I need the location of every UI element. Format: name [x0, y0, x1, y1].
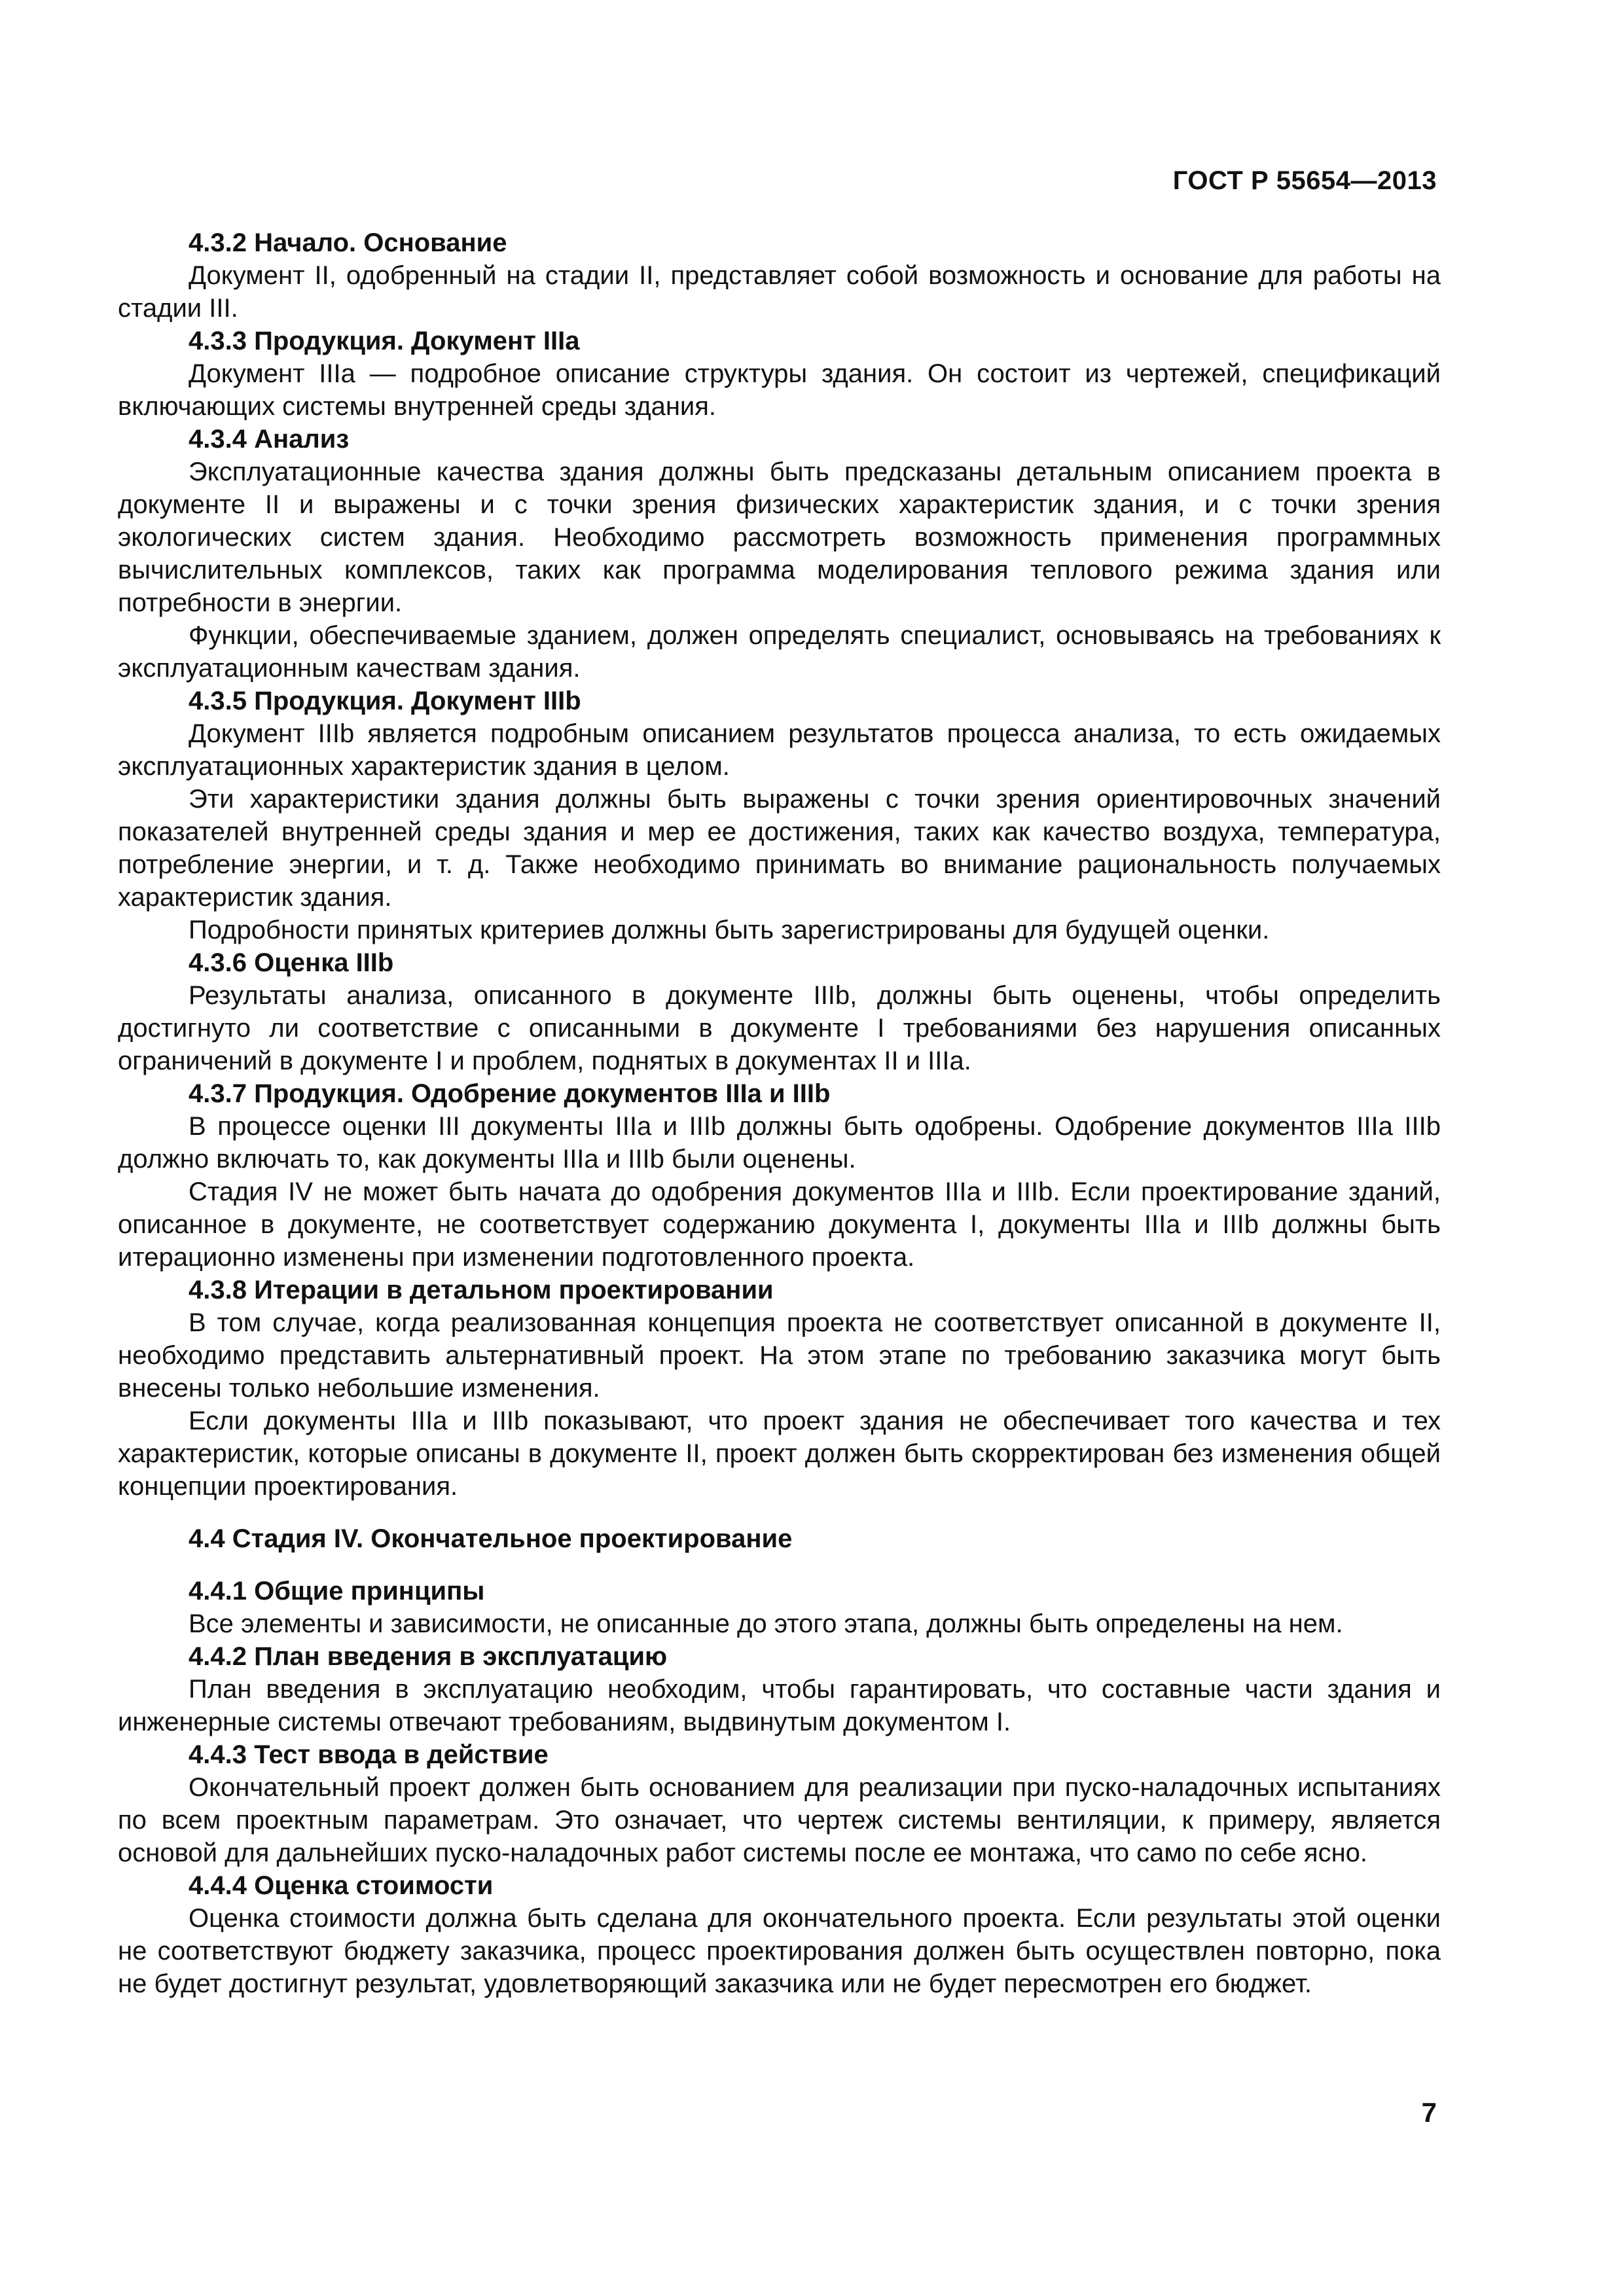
- section-paragraph: Документ II, одобренный на стадии II, представляет собой возможность и основание для работы на стадии III.: [118, 261, 1441, 323]
- section-paragraph: Эти характеристики здания должны быть выражены с точки зрения ориентировочных значений показателей внутренней среды здания и мер ее достижения, таких как качество воздуха, температура, потребление энергии, и т. д. Также необходимо принимать во внимание рациональность получаемых характеристик здания.: [118, 785, 1441, 912]
- section-paragraph: Оценка стоимости должна быть сделана для окончательного проекта. Если результаты этой оценки не соответствуют бюджету заказчика, процесс проектирования должен быть осуществлен повторно, пока не будет достигнут результат, удовлетворяющий заказчика или не будет пересмотрен его бюджет.: [118, 1904, 1441, 1998]
- section-heading-4-3-3: 4.3.3 Продукция. Документ IIIа: [189, 327, 580, 355]
- section-paragraph: Документ IIIb является подробным описанием результатов процесса анализа, то есть ожидаемых эксплуатационных характеристик здания в целом.: [118, 719, 1441, 781]
- section-heading-4-4-3: 4.4.3 Тест ввода в действие: [189, 1740, 549, 1769]
- section-heading-4-3-5: 4.3.5 Продукция. Документ IIIb: [189, 687, 581, 715]
- section-paragraph: План введения в эксплуатацию необходим, чтобы гарантировать, что составные части здания и инженерные системы отвечают требованиям, выдвинутым документом I.: [118, 1675, 1441, 1736]
- section-heading-4-3-2: 4.3.2 Начало. Основание: [189, 228, 507, 257]
- section-paragraph: Результаты анализа, описанного в документе IIIb, должны быть оценены, чтобы определить достигнуто ли соответствие с описанными в документе I требованиями без нарушения описанных ограничений в документе I и проблем, поднятых в документах II и IIIа.: [118, 981, 1441, 1075]
- section-paragraph: Если документы IIIа и IIIb показывают, что проект здания не обеспечивает того качества и тех характеристик, которые описаны в документе II, проект должен быть скорректирован без изменения общей концепции проектирования.: [118, 1407, 1441, 1501]
- section-heading-4-4: 4.4 Стадия IV. Окончательное проектирование: [189, 1524, 793, 1553]
- section-paragraph: Эксплуатационные качества здания должны быть предсказаны детальным описанием проекта в документе II и выражены и с точки зрения физических характеристик здания, и с точки зрения экологических систем здания. Необходимо рассмотреть возможность применения программных вычислительных комплексов, таких как программа моделирования теплового режима здания или потребности в энергии.: [118, 457, 1441, 617]
- section-paragraph: Функции, обеспечиваемые зданием, должен определять специалист, основываясь на требованиях к эксплуатационным качествам здания.: [118, 621, 1441, 683]
- section-paragraph: В процессе оценки III документы IIIа и IIIb должны быть одобрены. Одобрение документов IIIа IIIb должно включать то, как документы IIIа и IIIb были оценены.: [118, 1112, 1441, 1174]
- document-body: [118, 226, 1441, 2000]
- section-heading-4-4-2: 4.4.2 План введения в эксплуатацию: [189, 1642, 668, 1671]
- section-heading-4-3-7: 4.3.7 Продукция. Одобрение документов IIIа и IIIb: [189, 1079, 831, 1108]
- section-heading-4-4-4: 4.4.4 Оценка стоимости: [189, 1871, 494, 1900]
- section-heading-4-3-6: 4.3.6 Оценка IIIb: [189, 948, 394, 977]
- document-code-header: ГОСТ Р 55654—2013: [1172, 166, 1437, 195]
- page-number: 7: [1421, 2097, 1437, 2128]
- section-heading-4-3-8: 4.3.8 Итерации в детальном проектировании: [189, 1276, 774, 1304]
- section-paragraph: Документ IIIа — подробное описание структуры здания. Он состоит из чертежей, спецификаций включающих системы внутренней среды здания.: [118, 359, 1441, 421]
- section-paragraph: Окончательный проект должен быть основанием для реализации при пуско-наладочных испытаниях по всем проектным параметрам. Это означает, что чертеж системы вентиляции, к примеру, является основой для дальнейших пуско-наладочных работ системы после ее монтажа, что само по себе ясно.: [118, 1773, 1441, 1867]
- section-paragraph: В том случае, когда реализованная концепция проекта не соответствует описанной в документе II, необходимо представить альтернативный проект. На этом этапе по требованию заказчика могут быть внесены только небольшие изменения.: [118, 1308, 1441, 1403]
- section-paragraph: Подробности принятых критериев должны быть зарегистрированы для будущей оценки.: [189, 916, 1270, 944]
- section-paragraph: Стадия IV не может быть начата до одобрения документов IIIа и IIIb. Если проектирование зданий, описанное в документе, не соответствует содержанию документа I, документы IIIа и IIIb должны быть итерационно изменены при изменении подготовленного проекта.: [118, 1177, 1441, 1272]
- section-heading-4-4-1: 4.4.1 Общие принципы: [189, 1577, 485, 1605]
- section-heading-4-3-4: 4.3.4 Анализ: [189, 425, 350, 454]
- section-paragraph: Все элементы и зависимости, не описанные до этого этапа, должны быть определены на нем.: [189, 1609, 1343, 1638]
